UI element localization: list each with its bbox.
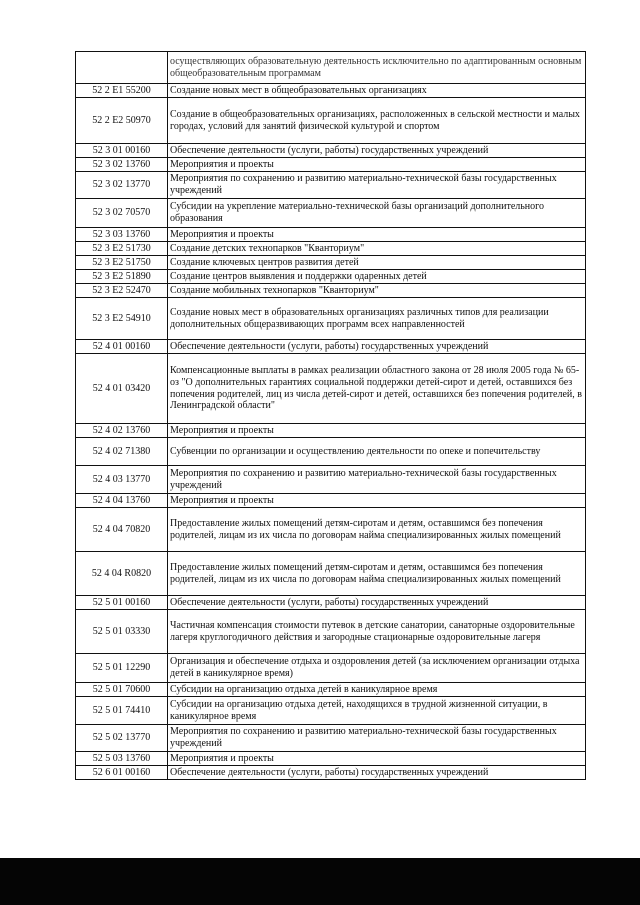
table-row [76,697,586,725]
row-code-cell: 52 4 04 70820 [76,508,168,552]
row-code-cell: 52 3 03 13760 [76,228,168,242]
row-code-cell: 52 4 04 R0820 [76,552,168,596]
row-code-cell: 52 3 Е2 51750 [76,256,168,270]
row-code-cell: 52 4 01 00160 [76,340,168,354]
row-description-cell: Организация и обеспечение отдыха и оздоровления детей (за исключением организации отдыха детей в каникулярное время) [168,654,586,683]
table-row [76,610,586,654]
table-row [76,98,586,144]
table-row [76,172,586,199]
table-row [76,158,586,172]
row-code-cell: 52 2 Е2 50970 [76,98,168,144]
budget-code-table [75,51,586,780]
table-row [76,508,586,552]
row-code-cell: 52 3 Е2 52470 [76,284,168,298]
table-row [76,654,586,683]
table-row [76,199,586,228]
row-code-cell: 52 5 01 70600 [76,683,168,697]
row-description-cell: Субвенции по организации и осуществлению деятельности по опеке и попечительству [168,438,586,466]
row-description-cell: Предоставление жилых помещений детям-сиротам и детям, оставшимся без попечения родителей, лицам из их числа по договорам найма специализированных жилых помещений [168,508,586,552]
table-row [76,52,586,84]
row-description-cell: Обеспечение деятельности (услуги, работы) государственных учреждений [168,340,586,354]
row-description-cell: Обеспечение деятельности (услуги, работы) государственных учреждений [168,144,586,158]
scan-bottom-border [0,858,640,905]
row-description-cell: Обеспечение деятельности (услуги, работы) государственных учреждений [168,596,586,610]
row-code-cell: 52 6 01 00160 [76,766,168,780]
row-description-cell: Мероприятия и проекты [168,752,586,766]
table-row [76,725,586,752]
row-code-cell: 52 3 02 13770 [76,172,168,199]
table-row [76,256,586,270]
table-row [76,752,586,766]
row-description-cell: осуществляющих образовательную деятельность исключительно по адаптированным основным общеобразовательным программам [168,52,586,84]
row-description-cell: Мероприятия по сохранению и развитию материально-технической базы государственных учреждений [168,466,586,494]
table-row [76,270,586,284]
table-row [76,84,586,98]
row-description-cell: Создание детских технопарков "Кванториум" [168,242,586,256]
table-row [76,438,586,466]
row-code-cell: 52 5 01 03330 [76,610,168,654]
table-row [76,766,586,780]
row-description-cell: Мероприятия по сохранению и развитию материально-технической базы государственных учреждений [168,725,586,752]
row-description-cell: Обеспечение деятельности (услуги, работы) государственных учреждений [168,766,586,780]
table-row [76,424,586,438]
row-code-cell: 52 5 02 13770 [76,725,168,752]
row-code-cell: 52 5 03 13760 [76,752,168,766]
table-row [76,298,586,340]
row-code-cell: 52 4 04 13760 [76,494,168,508]
row-code-cell: 52 3 Е2 51890 [76,270,168,284]
row-code-cell: 52 3 02 70570 [76,199,168,228]
row-code-cell: 52 5 01 74410 [76,697,168,725]
table-row [76,552,586,596]
table-row [76,242,586,256]
table-row [76,683,586,697]
row-code-cell: 52 5 01 12290 [76,654,168,683]
row-description-cell: Создание новых мест в образовательных организациях различных типов для реализации дополнительных общеразвивающих программ всех направленностей [168,298,586,340]
row-description-cell: Создание в общеобразовательных организациях, расположенных в сельской местности и малых городах, условий для занятий физической культурой и спортом [168,98,586,144]
row-code-cell: 52 5 01 00160 [76,596,168,610]
row-description-cell: Субсидии на организацию отдыха детей в каникулярное время [168,683,586,697]
row-description-cell: Предоставление жилых помещений детям-сиротам и детям, оставшимся без попечения родителей, лицам из их числа по договорам найма специализированных жилых помещений [168,552,586,596]
table-row [76,354,586,424]
row-code-cell: 52 4 03 13770 [76,466,168,494]
table-row [76,340,586,354]
row-description-cell: Создание ключевых центров развития детей [168,256,586,270]
row-description-cell: Мероприятия и проекты [168,494,586,508]
table-row [76,144,586,158]
row-description-cell: Мероприятия и проекты [168,424,586,438]
table-row [76,494,586,508]
row-code-cell: 52 4 02 13760 [76,424,168,438]
row-code-cell: 52 4 01 03420 [76,354,168,424]
row-code-cell [76,52,168,84]
table-body [76,52,586,780]
row-description-cell: Субсидии на укрепление материально-технической базы организаций дополнительного образования [168,199,586,228]
row-description-cell: Создание новых мест в общеобразовательных организациях [168,84,586,98]
row-code-cell: 52 3 Е2 54910 [76,298,168,340]
row-description-cell: Компенсационные выплаты в рамках реализации областного закона от 28 июля 2005 года № 65-оз "О дополнительных гарантиях социальной поддержки детей-сирот и детей, оставшихся без попечения родителей, лиц из числа детей-сирот и детей, оставшихся без попечения родителей, в Ленинградской области" [168,354,586,424]
row-description-cell: Создание мобильных технопарков "Кванториум" [168,284,586,298]
row-code-cell: 52 3 02 13760 [76,158,168,172]
row-description-cell: Частичная компенсация стоимости путевок в детские санатории, санаторные оздоровительные лагеря круглогодичного действия и загородные стационарные оздоровительные лагеря [168,610,586,654]
row-code-cell: 52 3 Е2 51730 [76,242,168,256]
row-description-cell: Мероприятия по сохранению и развитию материально-технической базы государственных учреждений [168,172,586,199]
row-code-cell: 52 4 02 71380 [76,438,168,466]
table-row [76,284,586,298]
table-row [76,466,586,494]
row-description-cell: Создание центров выявления и поддержки одаренных детей [168,270,586,284]
row-description-cell: Субсидии на организацию отдыха детей, находящихся в трудной жизненной ситуации, в каникулярное время [168,697,586,725]
row-code-cell: 52 2 Е1 55200 [76,84,168,98]
row-code-cell: 52 3 01 00160 [76,144,168,158]
table-row [76,228,586,242]
table-row [76,596,586,610]
row-description-cell: Мероприятия и проекты [168,158,586,172]
row-description-cell: Мероприятия и проекты [168,228,586,242]
